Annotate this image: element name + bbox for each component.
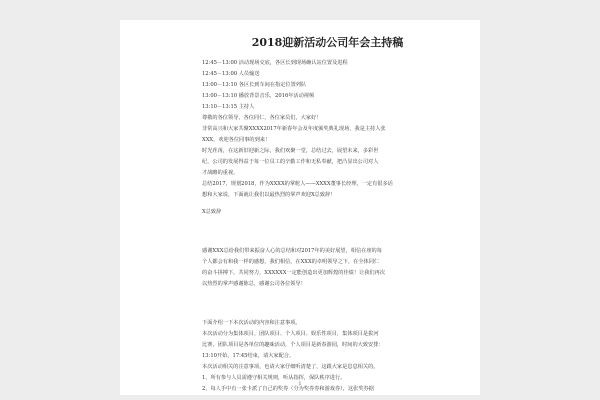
text-line: 2、每人手中有一张卡派了自己的奖券（分为奖券券和游戏券），这张奖券据 — [202, 386, 374, 392]
text-line: 纪。公司的发展得益于每一位员工的辛勤工作和无私奉献，把凸显出公司对人 — [202, 159, 379, 165]
text-line: 13:10开始，17:45结束，请大家配合。 — [202, 353, 295, 359]
text-line: 的奋斗拼搏下，共同努力，XXXXXX一定能创造出更加辉煌的佳绩！让我们再次 — [202, 270, 385, 276]
text-line: 下面介绍一下本次活动的内容和注意事项。 — [202, 320, 301, 326]
schedule-item: 13:00－13:10 各区长到车间在指定位置列队 — [202, 82, 307, 88]
thanks-paragraph — [202, 246, 454, 290]
text-line: 感谢XXX总给我们带来振奋人心的总结和对2017年的美好展望，相信在座的每 — [202, 248, 382, 254]
text-line: 时光荏苒，在这新旧迎新之际，我们欢聚一堂，总结过去，展望未来，多彩世 — [202, 148, 379, 154]
schedule-list — [202, 58, 454, 113]
text-line: XXX，欢迎各位同事的到来！ — [202, 137, 271, 143]
text-line: 以热烈的掌声感谢陈总，感谢公司各位领导！ — [202, 281, 306, 287]
text-line: 本次活动分为集体项目、团队项目、个人项目、娱乐性项目，集体项目是拔河 — [202, 331, 379, 337]
schedule-item: 13:00－13:10 播放背景音乐，2016年活动视频 — [202, 93, 315, 99]
text-line: 本次活动相关的注意事项，也请大家仔细听清楚了，这跟大家是息息相关的。 — [202, 364, 379, 370]
schedule-item: 12:45－13:00 活动现场交底，各区长到现场确认站位置及进程 — [202, 60, 348, 66]
document-page — [120, 20, 480, 395]
schedule-item: 13:10－13:15 主持人 — [202, 104, 255, 110]
text-line: 1、所有参与人员需遵守相关规则，听从指挥，保队秩序进行。 — [202, 375, 346, 381]
text-line: 非常高兴和大家共聚XXXX2017年新春年会及年度颁奖典礼现场，我是主持人张 — [202, 126, 386, 132]
text-line: 想和大家说，下面就让我们以最热烈的掌声欢迎X总致辞！ — [202, 192, 336, 198]
speech-label: X总致辞 — [202, 209, 222, 215]
page-number: 1 — [298, 381, 302, 387]
opening-paragraph — [202, 113, 454, 201]
text-line: 尊敬的各位领导，各位同仁，各位家员们，大家好！ — [202, 115, 322, 121]
text-line: 总结2017，规划2018，作为XXXX的掌舵人——XXXX董事长经理，一定有很多话 — [202, 181, 393, 187]
document-title: 2018迎新活动公司年会主持稿 — [251, 36, 404, 49]
schedule-item: 12:45－13:00 人员输送 — [202, 71, 260, 77]
text-line: 个人都会有和我一样的感想，我们相信，在XXX的卓明领导之下，在全体同仁 — [202, 259, 380, 265]
text-line: 比赛，团队项目是各单位的趣味活动，个人项目是新春游园，时间的大致安排： — [202, 342, 384, 348]
text-line: 才战略的重视。 — [202, 170, 239, 176]
